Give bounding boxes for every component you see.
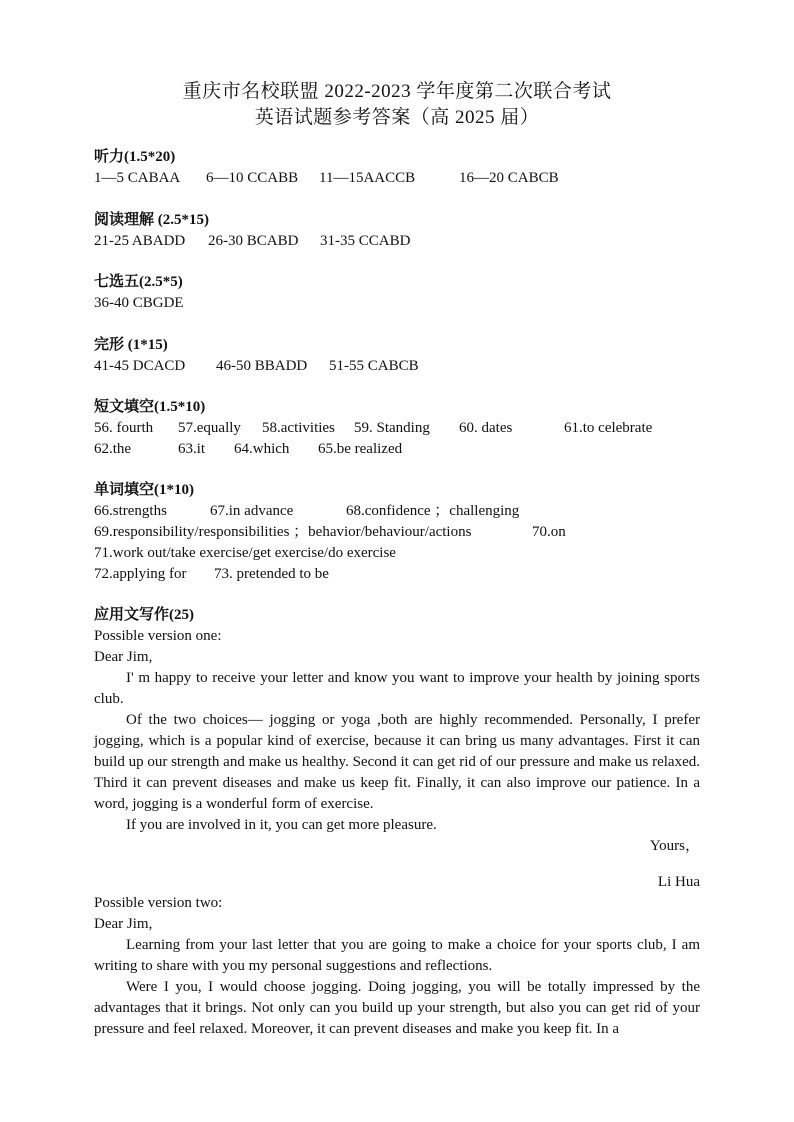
section-listening: [94, 147, 714, 189]
answer-group: 51-55 CABCB: [329, 358, 419, 374]
answer-group: 36-40 CBGDE: [94, 295, 184, 311]
answer-row: [94, 439, 714, 460]
answer-group: 26-30 BCABD: [208, 233, 299, 249]
section-heading: 七选五(2.5*5): [94, 274, 183, 290]
section-writing: [94, 605, 700, 1040]
answer-row: [94, 418, 714, 439]
section-heading: 应用文写作(25): [94, 607, 194, 623]
answer-row: [94, 293, 714, 314]
answer-item: 64.which: [234, 441, 290, 457]
answer-item: 63.it: [178, 441, 206, 457]
answer-item: 57.equally: [178, 420, 241, 436]
section-heading: 单词填空(1*10): [94, 482, 194, 498]
section-heading: 阅读理解 (2.5*15): [94, 212, 209, 228]
letter-paragraph: Were I you, I would choose jogging. Doing jogging, you will be totally impressed by the advantages that it brings. Not only can you build up your strength, but also you can get rid of your pressure and feel relaxed. Moreover, it can prevent diseases and make you keep fit. In a: [94, 979, 700, 1037]
letter-paragraph: I' m happy to receive your letter and know you want to improve your health by joining sports club.: [94, 670, 700, 707]
answer-row: [94, 231, 714, 252]
answer-group: 6—10 CCABB: [206, 170, 299, 186]
answer-item: 60. dates: [459, 420, 513, 436]
letter-paragraph: Learning from your last letter that you are going to make a choice for your sports club, I am writing to share with you my personal suggestions and reflections.: [94, 937, 700, 974]
letter-signature: Li Hua: [657, 874, 700, 890]
document-title-line2: 英语试题参考答案（高 2025 届）: [254, 107, 540, 128]
answer-item: 59. Standing: [354, 420, 430, 436]
version-label: Possible version one:: [94, 628, 222, 644]
letter-paragraph: Of the two choices— jogging or yoga ,both are highly recommended. Personally, I prefer jogging, which is a popular kind of exercise, because it can bring us many advantages. First it can build up our strength and make us healthy. Second it can get rid of our pressure and make us relaxed. Third it can prevent diseases and make us keep fit. Finally, it can also improve our patience. In a word, jogging is a wonderful form of exercise.: [94, 712, 700, 812]
answer-item: 71.work out/take exercise/get exercise/do exercise: [94, 545, 396, 561]
section-heading: 听力(1.5*20): [94, 149, 176, 165]
answer-row: [94, 543, 714, 564]
answer-item: 70.on: [532, 524, 566, 540]
answer-item: 62.the: [94, 441, 132, 457]
answer-item: 56. fourth: [94, 420, 154, 436]
answer-group: 1—5 CABAA: [94, 170, 181, 186]
document-title-line1: 重庆市名校联盟 2022-2023 学年度第二次联合考试: [182, 81, 612, 102]
version-label: Possible version two:: [94, 895, 223, 911]
section-cloze: [94, 335, 714, 377]
answer-group: 21-25 ABADD: [94, 233, 186, 249]
answer-group: 16—20 CABCB: [459, 170, 559, 186]
answer-item: 68.confidence ；challenging: [346, 503, 520, 519]
answer-item: 69.responsibility/responsibilities ；behavior/behaviour/actions: [94, 524, 472, 540]
answer-item: 66.strengths: [94, 503, 167, 519]
answer-row: [94, 356, 714, 377]
section-heading: 完形 (1*15): [94, 337, 168, 353]
answer-item: 61.to celebrate: [564, 420, 653, 436]
section-heading: 短文填空(1.5*10): [94, 399, 206, 415]
section-reading: [94, 210, 714, 252]
answer-item: 65.be realized: [318, 441, 403, 457]
answer-row: [94, 501, 714, 522]
answer-group: 41-45 DCACD: [94, 358, 186, 374]
section-grammar-fill: [94, 397, 714, 460]
answer-row: [94, 564, 714, 585]
letter-greeting: Dear Jim,: [94, 916, 153, 932]
answer-item: 72.applying for: [94, 566, 187, 582]
answer-row: [94, 522, 714, 543]
section-word-fill: [94, 480, 714, 585]
section-seven-choose-five: [94, 272, 714, 314]
answer-item: 67.in advance: [210, 503, 294, 519]
answer-item: 73. pretended to be: [214, 566, 329, 582]
answer-item: 58.activities: [262, 420, 335, 436]
answer-row: [94, 168, 714, 189]
answer-group: 31-35 CCABD: [320, 233, 411, 249]
letter-closing: Yours，: [649, 838, 700, 854]
letter-paragraph: If you are involved in it, you can get more pleasure.: [126, 817, 437, 833]
answer-group: 46-50 BBADD: [216, 358, 308, 374]
letter-greeting: Dear Jim,: [94, 649, 153, 665]
answer-group: 11—15AACCB: [319, 170, 416, 186]
